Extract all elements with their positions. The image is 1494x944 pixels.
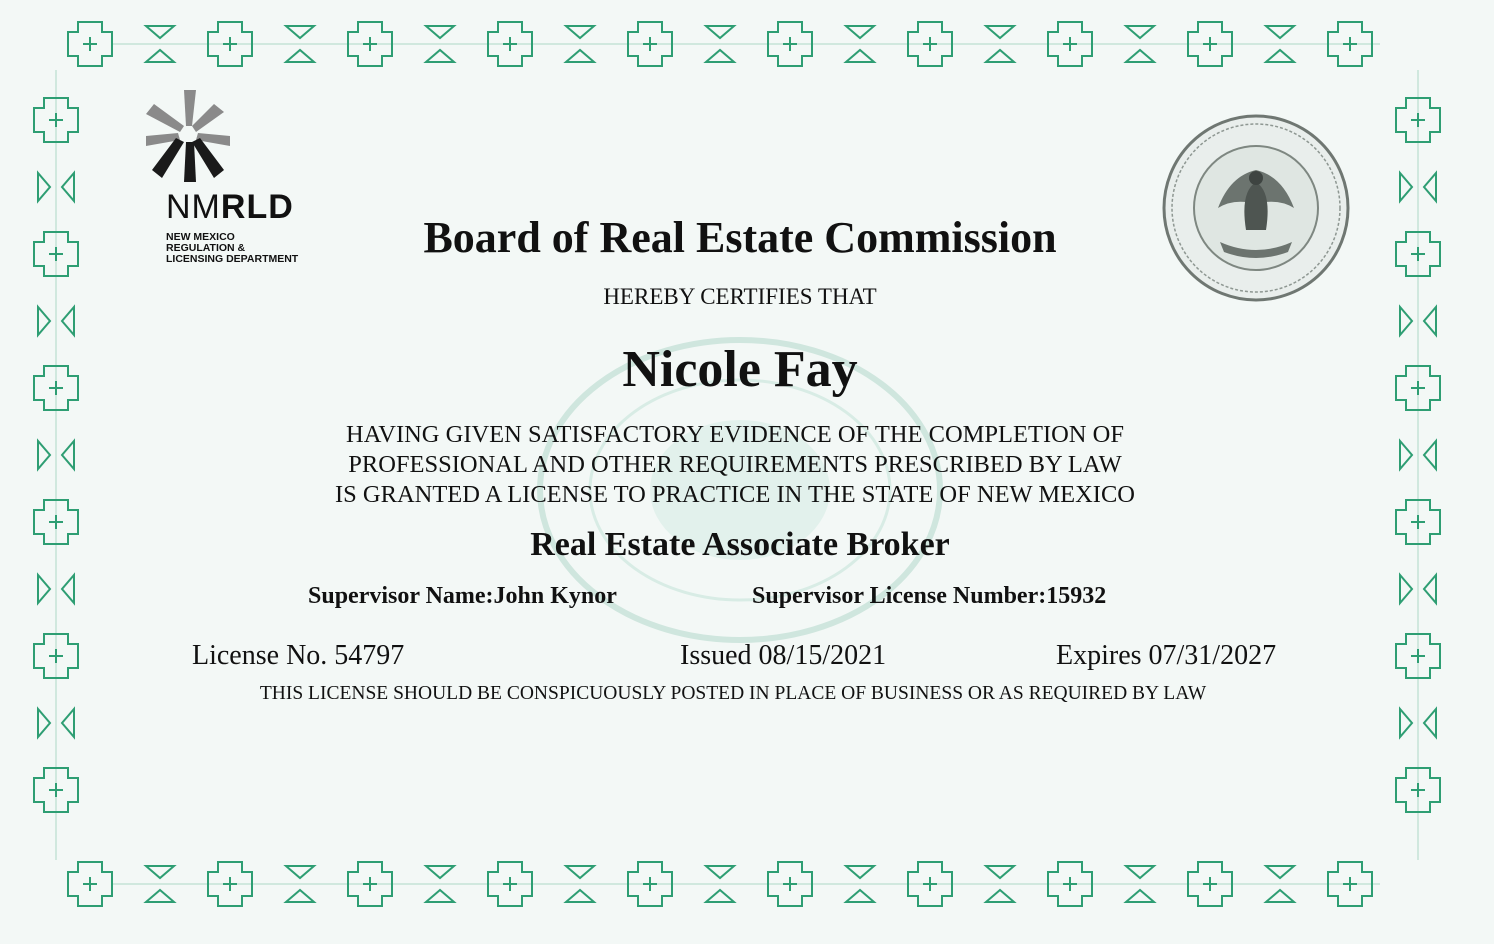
board-title: Board of Real Estate Commission xyxy=(423,213,1057,262)
border-triangle xyxy=(1126,866,1154,878)
border-triangle xyxy=(426,26,454,38)
border-triangle xyxy=(1400,709,1412,737)
border-triangle xyxy=(986,866,1014,878)
border-triangle xyxy=(706,26,734,38)
border-triangle xyxy=(986,50,1014,62)
border-triangle xyxy=(1266,866,1294,878)
supervisor-name: Supervisor Name:John Kynor xyxy=(308,583,617,609)
license-number: License No. 54797 xyxy=(192,640,405,671)
border-triangle xyxy=(38,709,50,737)
border-triangle xyxy=(1400,575,1412,603)
border-triangle xyxy=(1424,709,1436,737)
border-triangle xyxy=(846,890,874,902)
border-triangle xyxy=(1400,441,1412,469)
border-triangle xyxy=(38,307,50,335)
certifies-line: HEREBY CERTIFIES THAT xyxy=(603,284,877,309)
border-triangle xyxy=(1400,173,1412,201)
license-type: Real Estate Associate Broker xyxy=(530,526,950,563)
border-triangle xyxy=(1126,890,1154,902)
border-triangle xyxy=(426,866,454,878)
border-triangle xyxy=(62,307,74,335)
supervisor-license-number: Supervisor License Number:15932 xyxy=(752,583,1107,609)
border-triangle xyxy=(986,26,1014,38)
border-triangle xyxy=(846,26,874,38)
border-triangle xyxy=(706,50,734,62)
border-triangle xyxy=(986,890,1014,902)
border-triangle xyxy=(1126,50,1154,62)
border-triangle xyxy=(38,575,50,603)
border-triangle xyxy=(146,890,174,902)
posting-notice: THIS LICENSE SHOULD BE CONSPICUOUSLY POSTED IN PLACE OF BUSINESS OR AS REQUIRED BY LAW xyxy=(259,683,1207,704)
state-seal-icon xyxy=(1160,112,1352,304)
border-triangle xyxy=(38,173,50,201)
logo-wordmark: NMRLD xyxy=(166,188,294,226)
border-triangle xyxy=(846,866,874,878)
border-triangle xyxy=(1266,26,1294,38)
border-triangle xyxy=(566,50,594,62)
nmrld-star-logo-icon xyxy=(144,86,234,186)
border-triangle xyxy=(286,26,314,38)
border-triangle xyxy=(1424,575,1436,603)
border-triangle xyxy=(566,890,594,902)
border-triangle xyxy=(62,709,74,737)
border-triangle xyxy=(146,50,174,62)
border-triangle xyxy=(1424,307,1436,335)
border-triangle xyxy=(38,441,50,469)
issued-date: Issued 08/15/2021 xyxy=(680,640,887,671)
certification-statement: HAVING GIVEN SATISFACTORY EVIDENCE OF THE COMPLETION OF PROFESSIONAL AND OTHER REQUIREMENTS PRESCRIBED BY LAW IS GRANTED A LICENSE TO PRACTICE IN THE STATE OF NEW MEXICO xyxy=(335,421,1135,508)
border-triangle xyxy=(426,50,454,62)
border-triangle xyxy=(1424,441,1436,469)
border-triangle xyxy=(146,866,174,878)
border-triangle xyxy=(566,26,594,38)
border-triangle xyxy=(1424,173,1436,201)
logo-subtitle: NEW MEXICO REGULATION & LICENSING DEPARTMENT xyxy=(166,231,299,265)
expiration-date: Expires 07/31/2027 xyxy=(1056,640,1277,671)
border-triangle xyxy=(62,173,74,201)
border-triangle xyxy=(706,866,734,878)
border-triangle xyxy=(146,26,174,38)
border-triangle xyxy=(286,866,314,878)
border-triangle xyxy=(1266,890,1294,902)
border-triangle xyxy=(706,890,734,902)
license-holder-name: Nicole Fay xyxy=(622,341,858,398)
border-triangle xyxy=(566,866,594,878)
border-triangle xyxy=(286,50,314,62)
border-triangle xyxy=(1266,50,1294,62)
border-triangle xyxy=(286,890,314,902)
border-triangle xyxy=(846,50,874,62)
border-triangle xyxy=(1126,26,1154,38)
border-triangle xyxy=(1400,307,1412,335)
border-triangle xyxy=(426,890,454,902)
border-triangle xyxy=(62,575,74,603)
border-triangle xyxy=(62,441,74,469)
